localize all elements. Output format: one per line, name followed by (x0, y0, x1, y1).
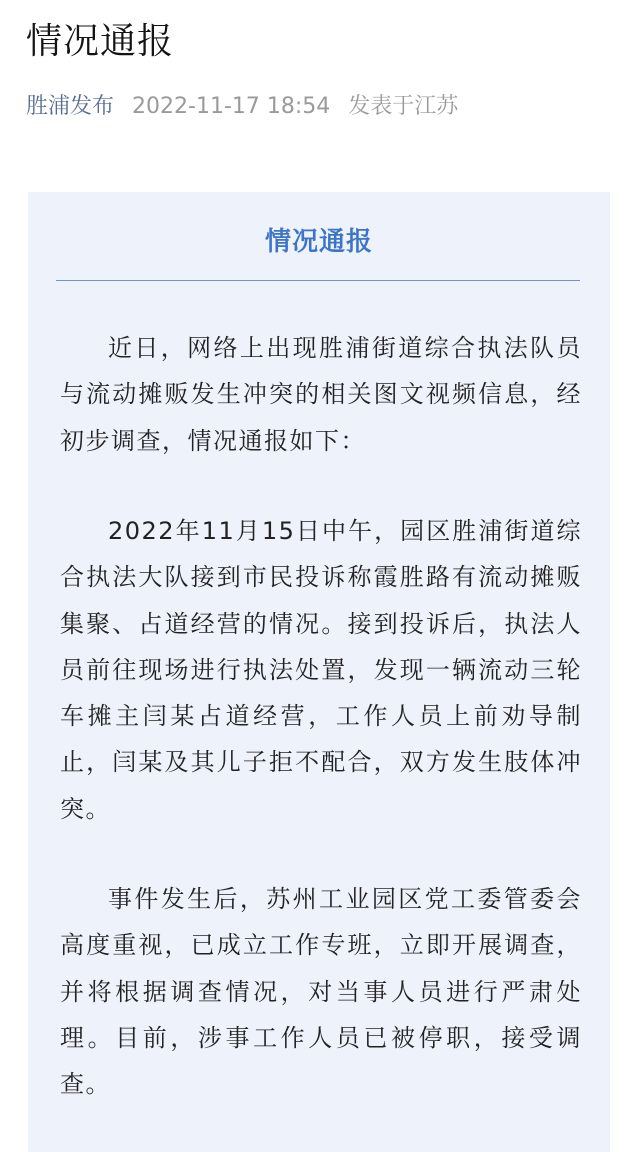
article-meta (26, 92, 458, 122)
notice-paragraph-2: 2022年11月15日中午，园区胜浦街道综合执法大队接到市民投诉称霞胜路有流动摊贩集聚、占道经营的情况。接到投诉后，执法人员前往现场进行执法处置，发现一辆流动三轮车摊主闫某占道经营，工作人员上前劝导制止，闫某及其儿子拒不配合，双方发生肢体冲突。 (60, 517, 582, 823)
notice-title: 情况通报 (264, 227, 373, 257)
notice-card (28, 192, 610, 1152)
notice-paragraph-1: 近日，网络上出现胜浦街道综合执法队员与流动摊贩发生冲突的相关图文视频信息，经初步调查，情况通报如下： (60, 334, 582, 455)
notice-divider (56, 280, 580, 281)
publish-location: 发表于江苏 (348, 94, 459, 119)
notice-paragraph-3: 事件发生后，苏州工业园区党工委管委会高度重视，已成立工作专班，立即开展调查，并将根据调查情况，对当事人员进行严肃处理。目前，涉事工作人员已被停职，接受调查。 (60, 885, 582, 1099)
publish-time: 2022-11-17 18:54 (132, 94, 331, 119)
author-link[interactable]: 胜浦发布 (26, 94, 115, 119)
article-title: 情况通报 (26, 21, 175, 62)
